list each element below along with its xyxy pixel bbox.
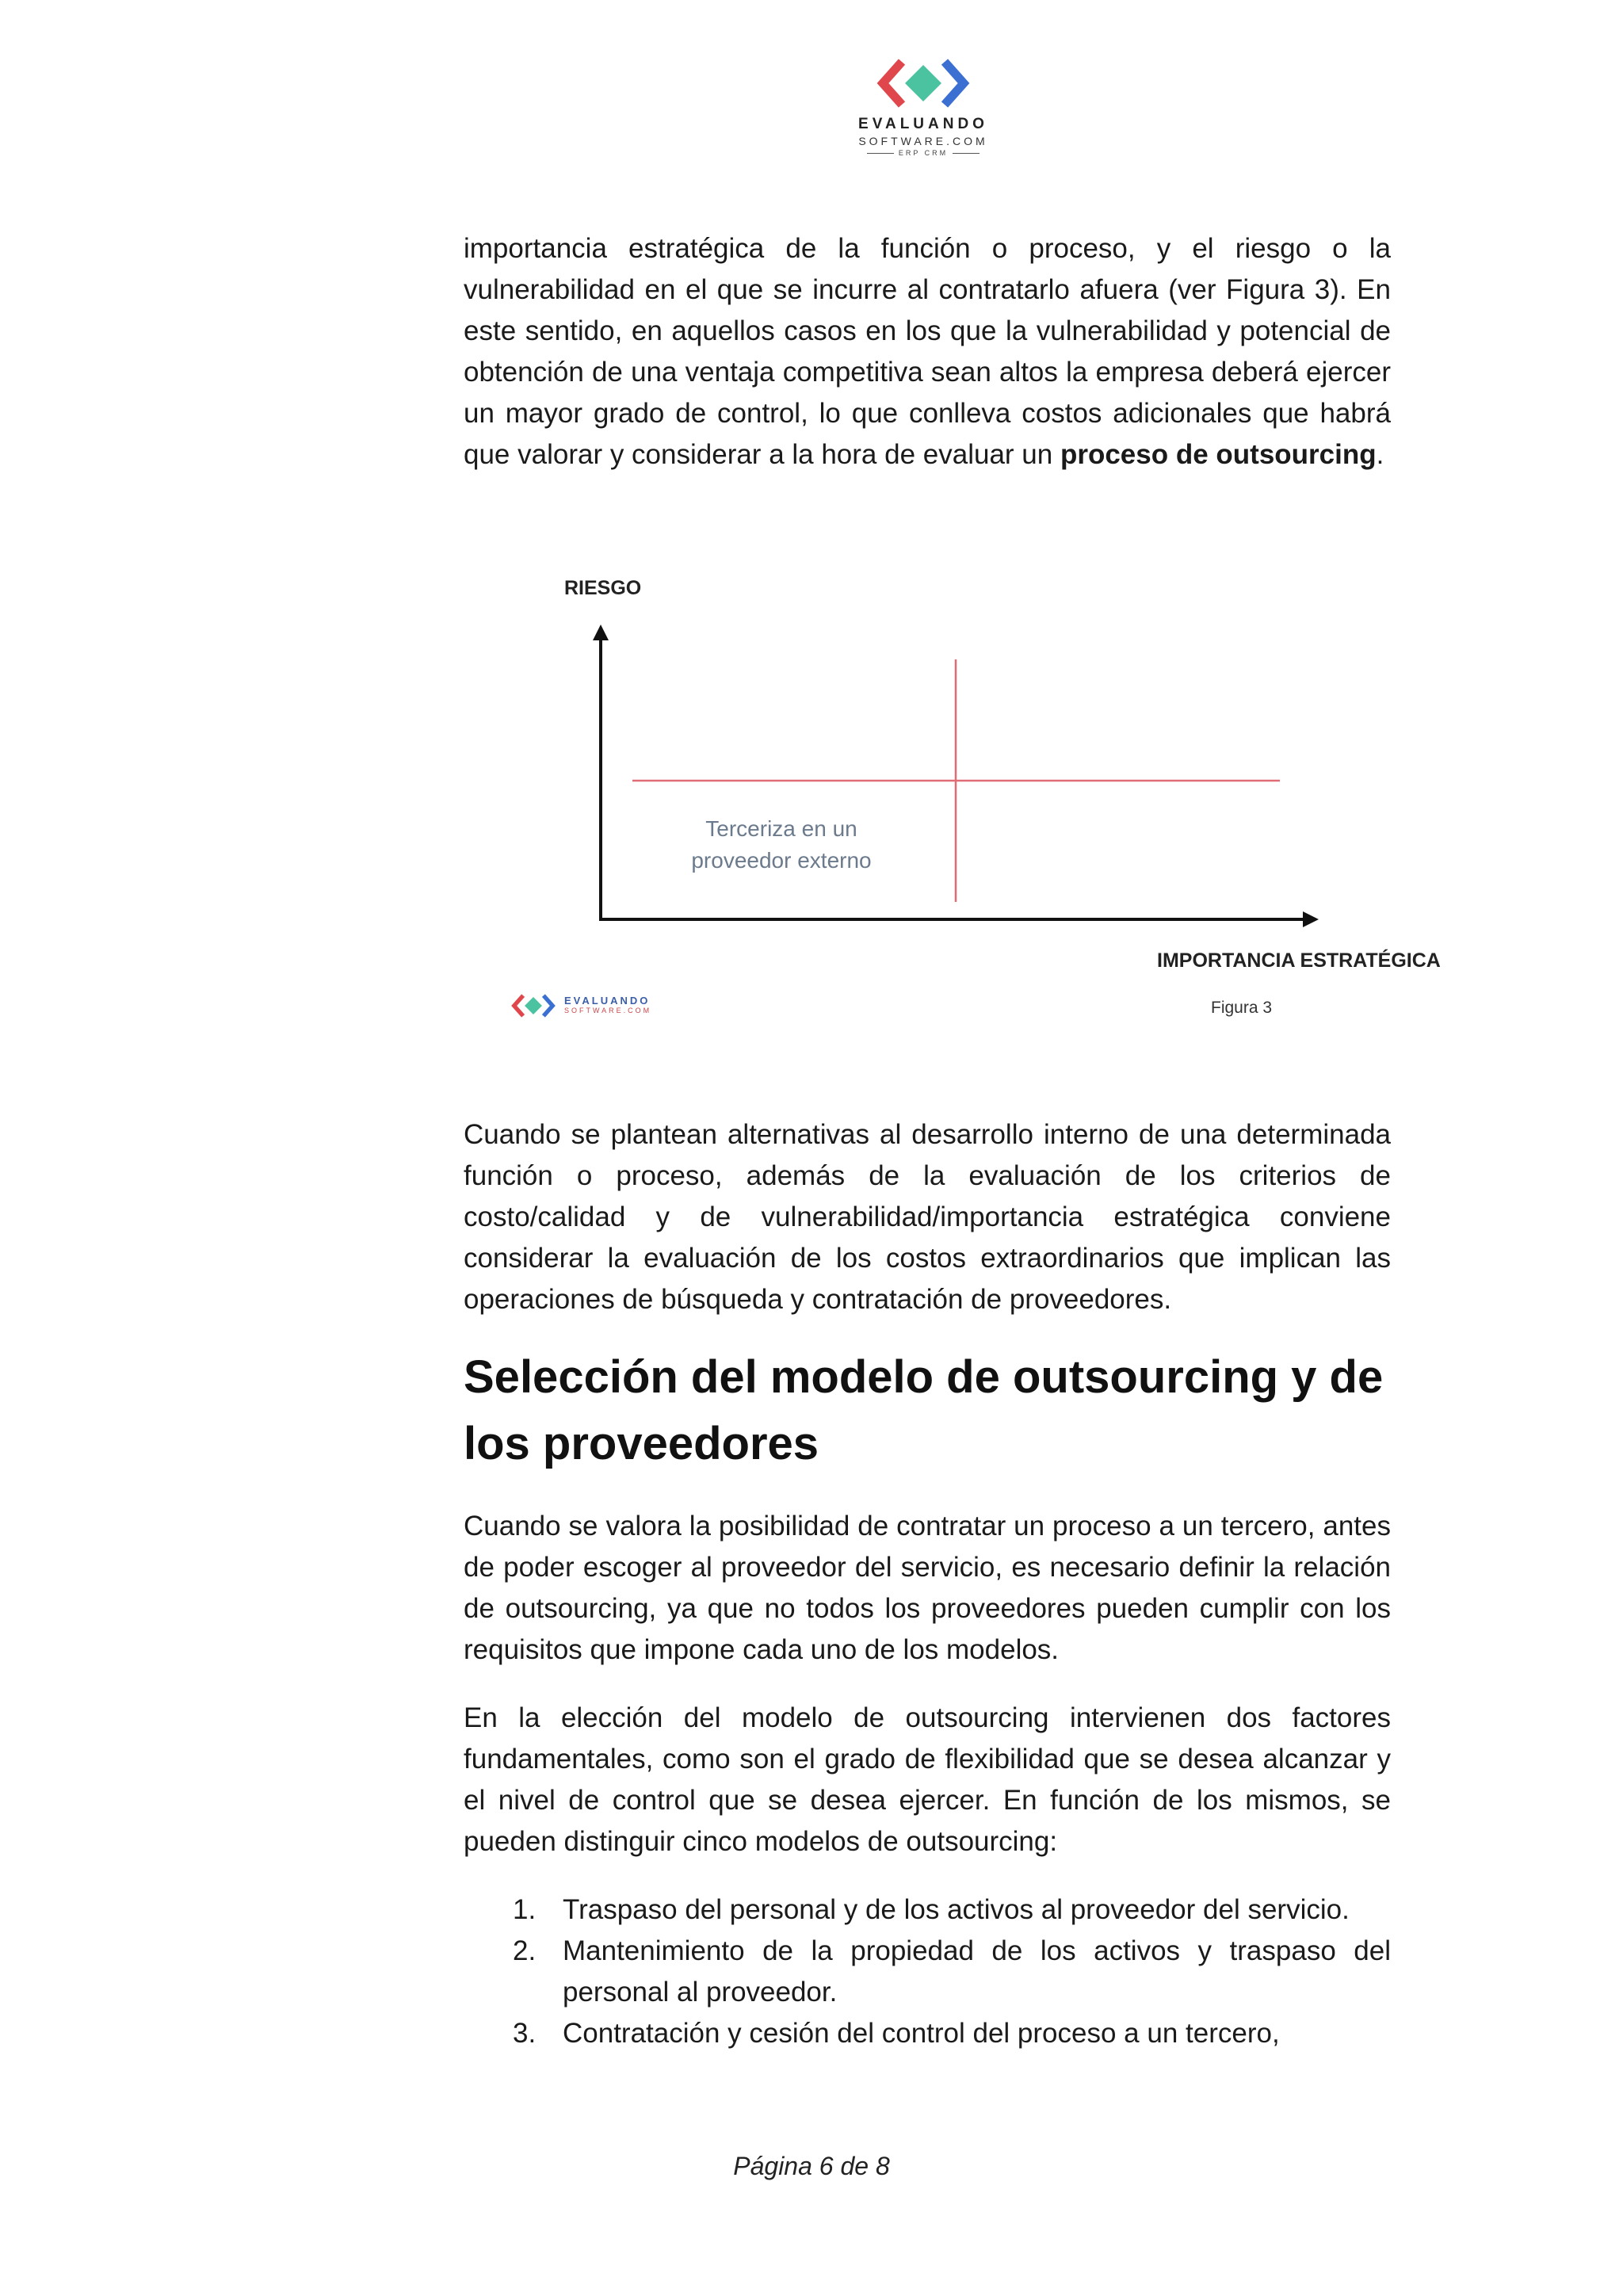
logo-brand-text: EVALUANDO bbox=[858, 116, 988, 132]
x-axis-label: IMPORTANCIA ESTRATÉGICA bbox=[1157, 949, 1441, 972]
y-axis-label: RIESGO bbox=[564, 577, 642, 599]
figure-logo: EVALUANDO SOFTWARE.COM bbox=[509, 992, 651, 1019]
evaluando-small-logo-icon bbox=[509, 992, 558, 1019]
list-item: 2. Mantenimiento de la propiedad de los activos y traspaso del personal al proveedor. bbox=[513, 1935, 1391, 2008]
figure-diagram bbox=[491, 555, 1466, 1046]
paragraph-1 bbox=[464, 228, 1391, 476]
logo-tag-text: ERP CRM bbox=[856, 149, 991, 157]
header-logo bbox=[856, 55, 991, 157]
page-number: Página 6 de 8 bbox=[733, 2152, 890, 2180]
paragraph-2 bbox=[464, 1114, 1391, 1320]
paragraph-4-text: En la elección del modelo de outsourcing intervienen dos factores fundamentales, como son el grado de flexibilidad que se desea alcanzar y el nivel de control que se desea ejercer. En función de los mismos, se pueden distinguir cinco modelos de outsourcing: bbox=[464, 1702, 1391, 1857]
x-axis-arrow-icon bbox=[1303, 911, 1319, 927]
quadrant-label: Terceriza en un proveedor externo bbox=[691, 816, 872, 873]
list-item: 1. Traspaso del personal y de los activos al proveedor del servicio. bbox=[513, 1894, 1350, 1925]
figure-caption: Figura 3 bbox=[1211, 999, 1273, 1017]
paragraph-4 bbox=[464, 1698, 1391, 1862]
logo-sub-text: SOFTWARE.COM bbox=[858, 135, 988, 147]
paragraph-3 bbox=[464, 1506, 1391, 1671]
section-title: Selección del modelo de outsourcing y de los proveedores bbox=[464, 1351, 1384, 1469]
evaluando-logo-icon bbox=[872, 55, 975, 111]
list-item: 3. Contratación y cesión del control del proceso a un tercero, bbox=[513, 2018, 1280, 2049]
paragraph-2-text: Cuando se plantean alternativas al desarrollo interno de una determinada función o proceso, además de la evaluación de los criterios de costo/calidad y de vulnerabilidad/importancia estratégica conviene considerar la evaluación de los costos extraordinarios que implican las operaciones de búsqueda y contratación de proveedores. bbox=[464, 1119, 1391, 1315]
paragraph-3-text: Cuando se valora la posibilidad de contratar un proceso a un tercero, antes de poder escoger al proveedor del servicio, es necesario definir la relación de outsourcing, ya que no todos los proveedores pueden cumplir con los requisitos que impone cada uno de los modelos. bbox=[464, 1511, 1391, 1665]
figure-3 bbox=[491, 555, 1466, 1046]
paragraph-1-text: importancia estratégica de la función o proceso, y el riesgo o la vulnerabilidad en el que se incurre al contratarlo afuera (ver Figura 3). En este sentido, en aquellos casos en los que la vulnerabilidad y potencial de obtención de una ventaja competitiva sean altos la empresa deberá ejercer un mayor grado de control, lo que conlleva costos adicionales que habrá que valorar y considerar a la hora de evaluar un proceso de outsourcing. bbox=[464, 233, 1391, 470]
section-heading bbox=[464, 1344, 1391, 1477]
y-axis-arrow-icon bbox=[593, 625, 609, 640]
outsourcing-models-list bbox=[464, 1889, 1391, 2054]
bold-phrase: proceso de outsourcing bbox=[1060, 439, 1377, 470]
